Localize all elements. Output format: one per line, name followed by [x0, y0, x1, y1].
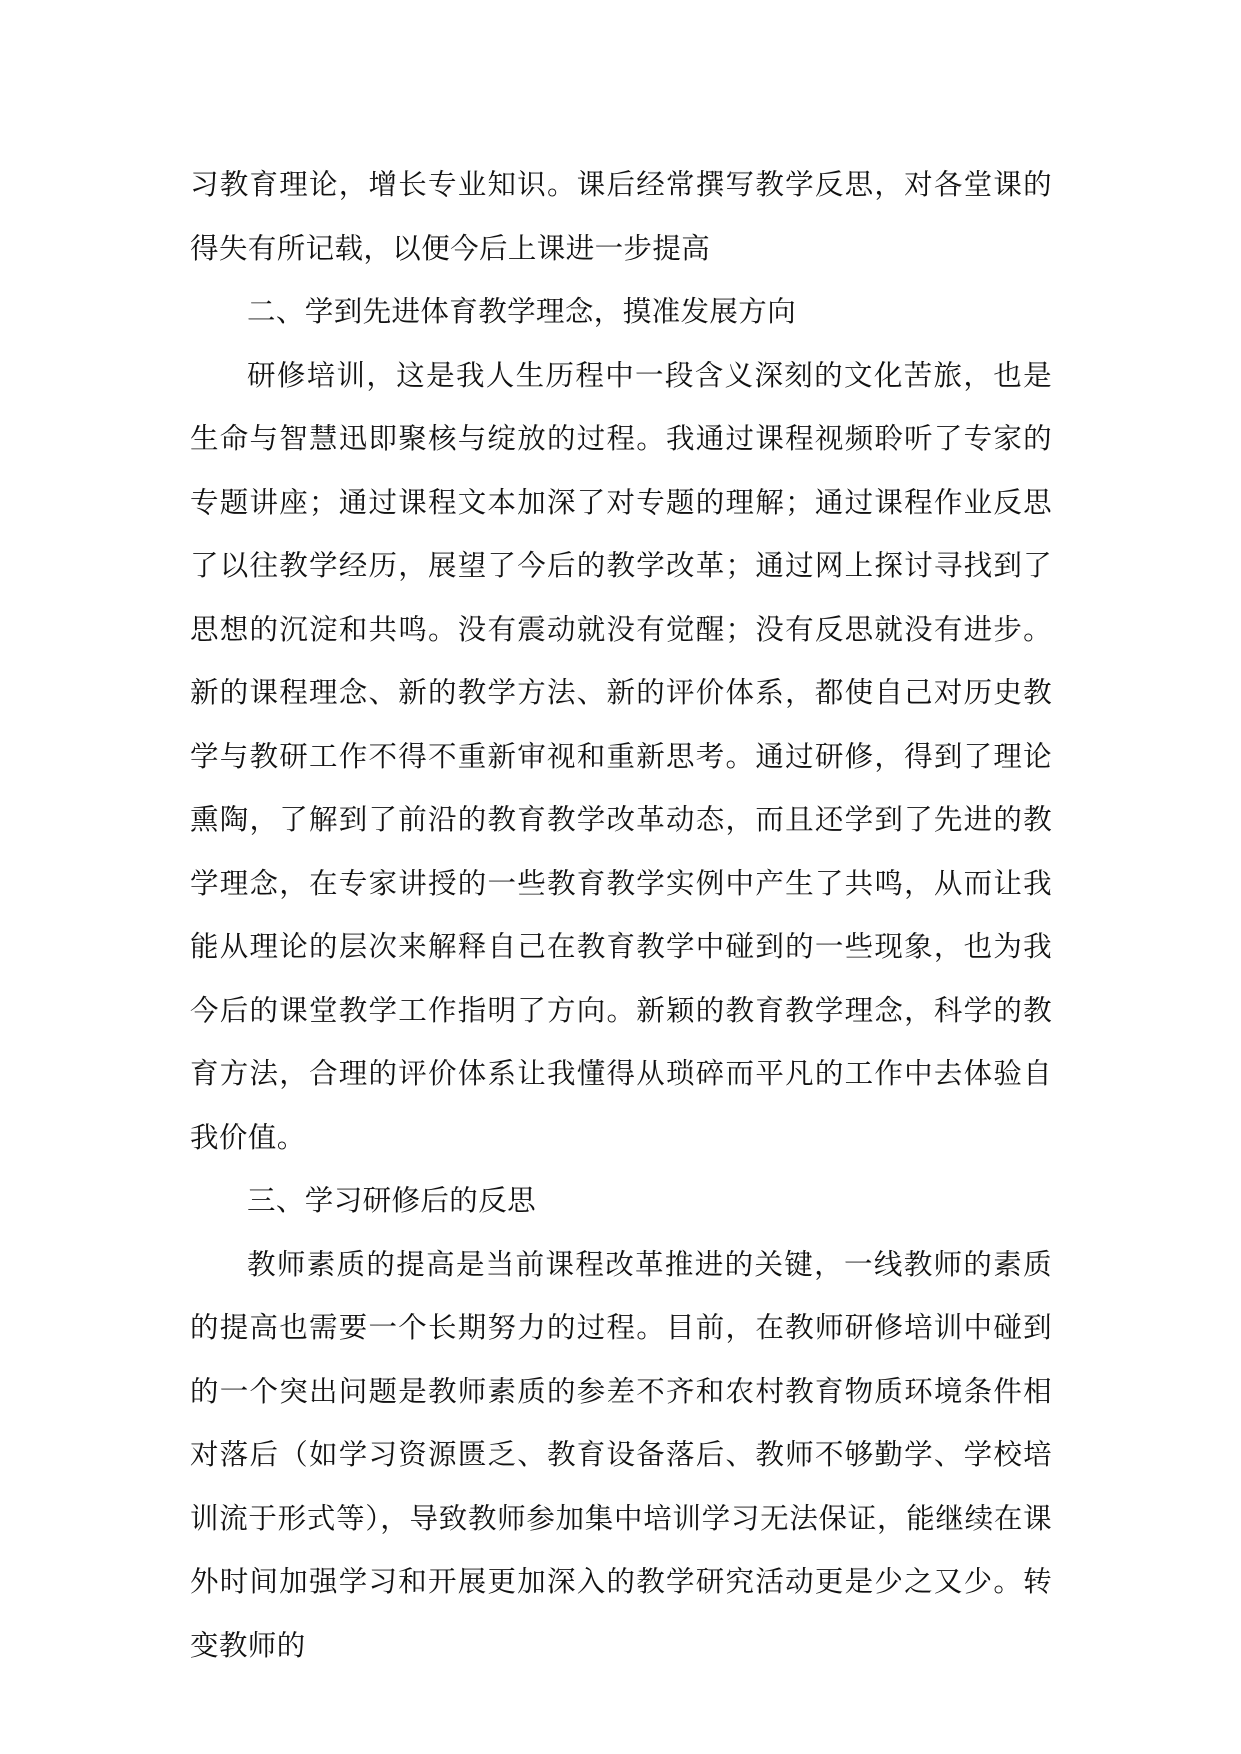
paragraph-research-training: 研修培训，这是我人生历程中一段含义深刻的文化苦旅，也是生命与智慧迅即聚核与绽放的过程。我通过课程视频聆听了专家的专题讲座；通过课程文本加深了对专题的理解；通过课程作业反思了以往教学经历，展望了今后的教学改革；通过网上探讨寻找到了思想的沉淀和共鸣。没有震动就没有觉醒；没有反思就没有进步。新的课程理念、新的教学方法、新的评价体系，都使自己对历史教学与教研工作不得不重新审视和重新思考。通过研修，得到了理论熏陶，了解到了前沿的教育教学改革动态，而且还学到了先进的教学理念，在专家讲授的一些教育教学实例中产生了共鸣，从而让我能从理论的层次来解释自己在教育教学中碰到的一些现象，也为我今后的课堂教学工作指明了方向。新颖的教育教学理念，科学的教育方法，合理的评价体系让我懂得从琐碎而平凡的工作中去体验自我价值。 [190, 358, 1052, 1154]
paragraph-teacher-quality: 教师素质的提高是当前课程改革推进的关键，一线教师的素质的提高也需要一个长期努力的过程。目前，在教师研修培训中碰到的一个突出问题是教师素质的参差不齐和农村教育物质环境条件相对落后（如学习资源匮乏、教育设备落后、教师不够勤学、学校培训流于形式等），导致教师参加集中培训学习无法保证，能继续在课外时间加强学习和开展更加深入的教学研究活动更是少之又少。转变教师的 [190, 1247, 1052, 1662]
section-heading-3: 三、学习研修后的反思 [247, 1184, 537, 1217]
paragraph-continued: 习教育理论，增长专业知识。课后经常撰写教学反思，对各堂课的得失有所记载，以便今后上课进一步提高 [190, 168, 1052, 265]
document-body [190, 153, 1052, 1677]
section-heading-2: 二、学到先进体育教学理念，摸准发展方向 [247, 295, 797, 328]
